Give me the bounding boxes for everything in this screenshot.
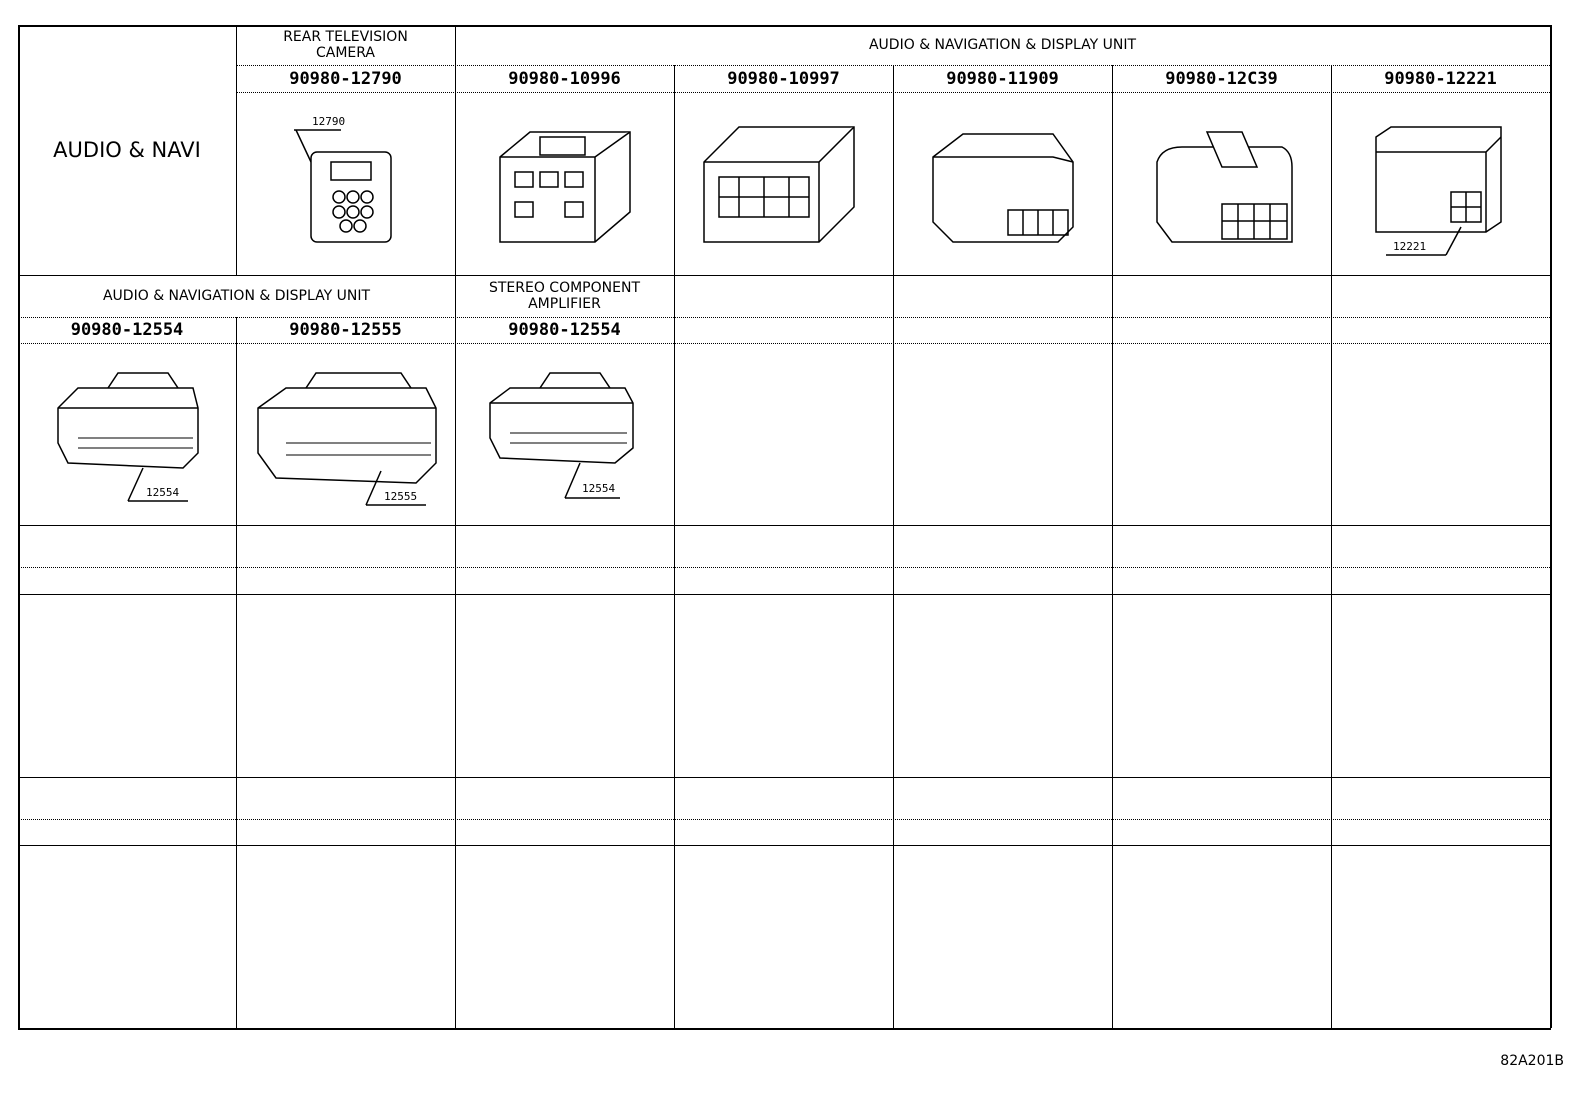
grid-line	[18, 777, 1550, 778]
grid-line	[18, 594, 1550, 595]
group-audio-nav-display: AUDIO & NAVIGATION & DISPLAY UNIT	[868, 37, 1136, 53]
callout-12555: 12555	[384, 490, 418, 503]
connector-10996-drawing	[455, 92, 674, 275]
group-stereo-amplifier: STEREO COMPONENT AMPLIFIER	[488, 280, 640, 312]
connector-12221-drawing	[1331, 92, 1550, 275]
group-audio-nav-display-2: AUDIO & NAVIGATION & DISPLAY UNIT	[102, 288, 370, 304]
connector-12554-drawing	[18, 343, 236, 525]
grid-line	[18, 567, 1550, 568]
part-number: 90980-10996	[508, 68, 621, 89]
part-number: 90980-12221	[1384, 68, 1497, 89]
callout-12554: 12554	[146, 486, 180, 499]
grid-line	[18, 525, 1550, 526]
grid-line	[893, 275, 894, 1028]
part-number: 90980-12554	[508, 320, 621, 340]
grid-line	[18, 819, 1550, 820]
callout-12790: 12790	[312, 115, 346, 128]
part-number: 90980-12554	[70, 320, 184, 340]
callout-12221: 12221	[1393, 240, 1427, 253]
connector-12554-amp-drawing	[455, 343, 674, 525]
drawing-code: 82A201B	[1500, 1053, 1564, 1069]
grid-line	[674, 275, 675, 1028]
part-number: 90980-12555	[289, 320, 402, 340]
grid-line	[18, 845, 1550, 846]
grid-line	[1331, 275, 1332, 1028]
section-title: AUDIO & NAVI	[53, 138, 201, 162]
part-number: 90980-10997	[727, 68, 840, 89]
group-rear-television-camera: REAR TELEVISION CAMERA	[283, 29, 408, 61]
connector-12c39-drawing	[1112, 92, 1331, 275]
grid-line	[1112, 275, 1113, 1028]
part-number: 90980-12C39	[1165, 68, 1278, 89]
grid-line	[18, 1028, 1551, 1030]
connector-12790-drawing	[236, 92, 455, 275]
grid-line	[1550, 25, 1552, 1028]
connector-10997-drawing	[674, 92, 893, 275]
part-number: 90980-11909	[946, 68, 1059, 89]
connector-11909-drawing	[893, 92, 1112, 275]
part-number: 90980-12790	[289, 68, 402, 89]
callout-12554-amp: 12554	[582, 482, 616, 495]
connector-12555-drawing	[236, 343, 455, 525]
